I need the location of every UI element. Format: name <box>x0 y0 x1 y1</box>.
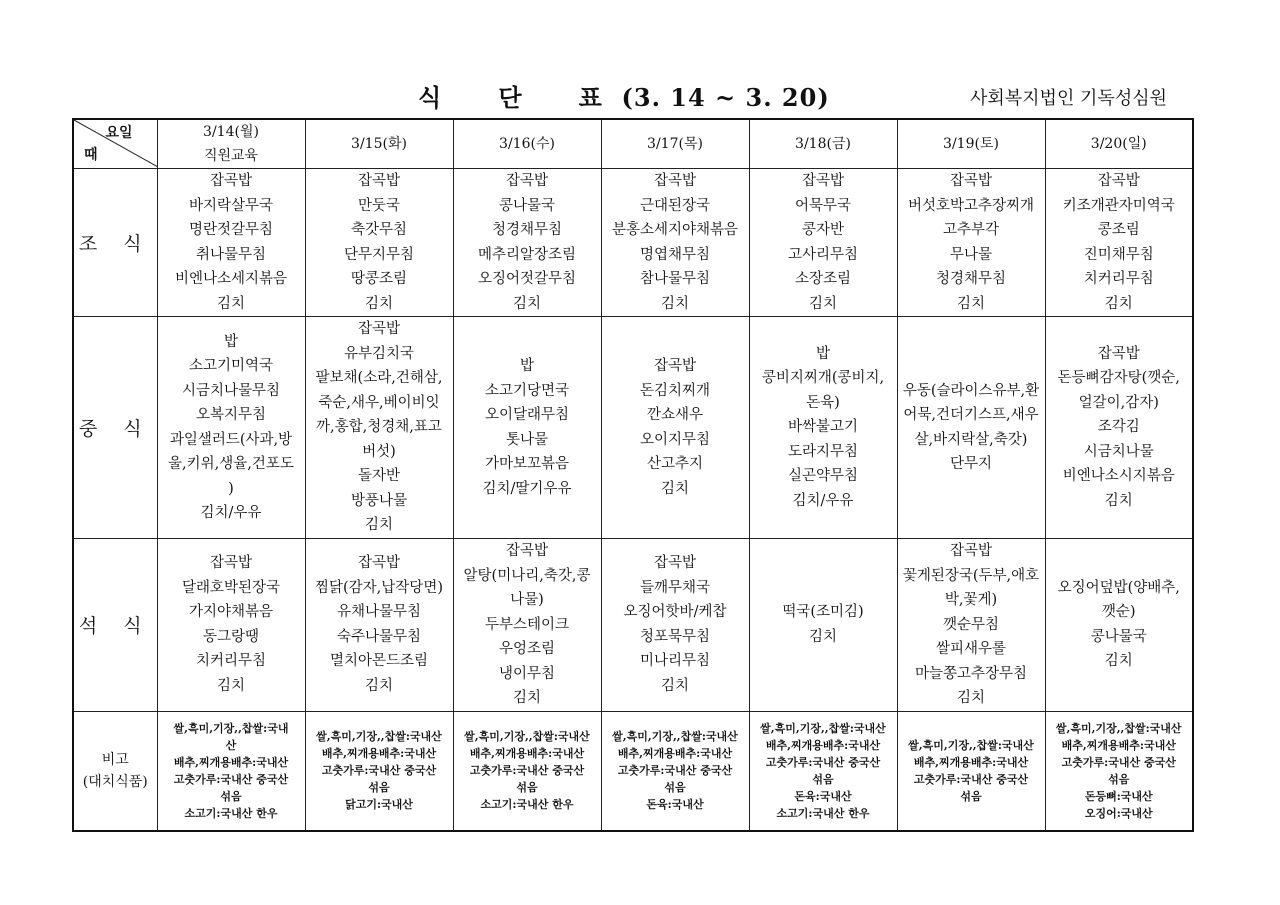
menu-line: 배추,찌개용배추:국내산 <box>1061 738 1176 752</box>
menu-line: 닭고기:국내산 <box>345 798 413 812</box>
menu-line: 직원교육 <box>203 148 259 164</box>
menu-line: 취나물무침 <box>195 246 267 263</box>
menu-line: 산고추지 <box>646 456 704 472</box>
menu-line: 3/16(수) <box>499 136 555 152</box>
menu-line: 만둣국 <box>357 197 401 214</box>
menu-line: 단무지 <box>949 456 993 472</box>
notes-row <box>73 711 1193 831</box>
menu-line: 동그랑땡 <box>202 628 260 645</box>
menu-line: 3/19(토) <box>943 136 999 152</box>
dinner-row <box>73 539 1193 712</box>
menu-line: 김치 <box>512 690 541 706</box>
notes-label <box>73 711 157 831</box>
menu-line: 소고기:국내산 한우 <box>480 798 574 812</box>
menu-line: 김치 <box>364 677 393 694</box>
menu-line: 돈육) <box>806 394 840 411</box>
menu-line: 마늘쫑고추장무침 <box>914 665 1028 682</box>
header-row <box>73 119 1193 169</box>
menu-line: 밥 <box>815 345 830 362</box>
menu-cell <box>157 169 305 317</box>
origin-note-cell <box>453 711 601 831</box>
menu-cell <box>453 539 601 712</box>
menu-line: 김치 <box>808 295 837 312</box>
menu-line: 비고 <box>101 751 129 768</box>
menu-cell <box>897 317 1045 539</box>
organization-name: 사회복지법인 기독성심원 <box>970 88 1167 109</box>
menu-cell <box>1045 317 1193 539</box>
menu-line: 잡곡밥 <box>357 555 401 572</box>
menu-line: 청경채무침 <box>935 271 1007 287</box>
menu-line: 떡국(조미김) <box>782 604 864 621</box>
menu-cell <box>897 169 1045 317</box>
menu-line: 깻순) <box>1101 604 1136 621</box>
menu-line: 버섯) <box>362 443 396 460</box>
menu-line: 잡곡밥 <box>653 555 697 572</box>
menu-cell <box>749 169 897 317</box>
menu-cell <box>897 539 1045 712</box>
menu-line: 돌자반 <box>357 468 401 485</box>
menu-line: 잡곡밥 <box>949 173 993 189</box>
day-header <box>157 119 305 169</box>
menu-line: 단무지무침 <box>343 246 415 263</box>
menu-line: 돈육:국내산 <box>794 789 852 803</box>
menu-line: 3/15(화) <box>351 136 407 152</box>
menu-cell <box>749 539 897 712</box>
menu-cell <box>305 169 453 317</box>
lunch-row <box>73 317 1193 539</box>
origin-note-cell <box>305 711 453 831</box>
page-title: 식 단 표 (3. 14 ~ 3. 20) <box>418 83 830 112</box>
menu-line: 오이달래무침 <box>484 407 570 423</box>
menu-cell <box>601 539 749 712</box>
menu-line: 3/20(일) <box>1090 136 1147 152</box>
menu-line: 섞음 <box>960 789 982 803</box>
menu-line: 김치 <box>808 628 837 645</box>
menu-line: 참나물무침 <box>639 271 711 287</box>
meal-label: 조 식 <box>73 169 157 317</box>
corner-cell <box>73 119 157 169</box>
menu-line: 김치 <box>660 480 689 497</box>
menu-line: 쌀,흑미,기장,,찹쌀:국내산 <box>464 730 590 744</box>
menu-line: 쌀,흑미,기장,,찹쌀:국내산 <box>316 730 442 744</box>
menu-line: 고춧가루:국내산 중국산 <box>469 764 585 778</box>
menu-line: 메추리알장조림 <box>477 246 577 263</box>
menu-line: 어묵무국 <box>794 197 852 214</box>
menu-line: 바지락살무국 <box>188 197 274 214</box>
menu-cell <box>453 169 601 317</box>
menu-line: 밥 <box>223 333 238 350</box>
menu-line: 쌀,흑미,기장,,찹쌀:국내산 <box>908 738 1034 752</box>
menu-line: 명엽채무침 <box>639 246 711 263</box>
menu-line: 두부스테이크 <box>484 616 570 633</box>
menu-line: 꽃게된장국(두부,애호 <box>902 567 1040 584</box>
menu-line: 잡곡밥 <box>653 358 697 374</box>
menu-line: 콩나물국 <box>1090 628 1147 645</box>
menu-line: 잡곡밥 <box>1097 173 1140 189</box>
menu-line: 숙주나물무침 <box>336 628 422 645</box>
menu-line: 3/14(월) <box>203 124 259 140</box>
menu-line: 소장조림 <box>794 271 852 287</box>
menu-line: 청경채무침 <box>491 222 563 238</box>
menu-line: 명란젓갈무침 <box>188 222 274 238</box>
menu-line: 고춧가루:국내산 중국산 <box>321 764 437 778</box>
menu-line: 잡곡밥 <box>505 173 549 189</box>
menu-line: 배추,찌개용배추:국내산 <box>913 755 1029 769</box>
day-header <box>305 119 453 169</box>
menu-line: 나물) <box>510 592 544 608</box>
menu-line: 유채나물무침 <box>336 604 422 621</box>
menu-line: 죽순,새우,베이비잇 <box>318 394 440 411</box>
menu-line: 비엔나소세지볶음 <box>174 271 288 287</box>
menu-line: 박,꽃게) <box>944 592 998 608</box>
menu-line: 방풍나물 <box>350 492 408 509</box>
menu-line: 섞음 <box>368 781 390 795</box>
menu-line: 무나물 <box>949 246 993 263</box>
menu-line: 김치 <box>216 677 245 694</box>
menu-line: 돈육:국내산 <box>646 798 704 812</box>
day-header <box>1045 119 1193 169</box>
menu-line: 땅콩조림 <box>350 271 408 287</box>
menu-line: 김치 <box>512 295 541 312</box>
menu-line: 잡곡밥 <box>357 321 401 338</box>
menu-line: 오이지무침 <box>639 431 711 448</box>
menu-cell <box>601 169 749 317</box>
menu-line: 가마보꼬볶음 <box>484 456 570 472</box>
menu-line: 쌀,흑미,기장,,찹쌀:국내산 <box>612 730 738 744</box>
menu-line: 고춧가루:국내산 중국산 <box>913 772 1029 786</box>
menu-line: 고춧가루:국내산 중국산 <box>1061 755 1176 769</box>
menu-line: 고춧가루:국내산 중국산 <box>173 772 289 786</box>
menu-line: ) <box>228 480 234 497</box>
menu-line: 키조개관자미역국 <box>1062 197 1175 214</box>
day-header <box>897 119 1045 169</box>
menu-line: 3/18(금) <box>795 136 851 152</box>
menu-line: 가지야채볶음 <box>188 604 274 621</box>
menu-line: 바싹불고기 <box>787 419 859 436</box>
menu-line: 밥 <box>519 358 534 374</box>
menu-line: 김치 <box>216 295 245 312</box>
menu-line: 까,홍합,청경채,표고 <box>316 419 442 436</box>
origin-note-cell <box>601 711 749 831</box>
menu-line: 소고기당면국 <box>484 382 570 399</box>
corner-meal-label: 때 <box>84 147 98 163</box>
menu-cell <box>305 317 453 539</box>
menu-line: 돈등뼈:국내산 <box>1084 789 1153 803</box>
menu-line: 쌀,흑미,기장,,찹쌀:국내산 <box>1055 721 1182 735</box>
menu-line: 미나리무침 <box>639 653 711 670</box>
menu-cell <box>157 317 305 539</box>
menu-line: 배추,찌개용배추:국내산 <box>765 738 881 752</box>
menu-line: 쌀피새우롤 <box>935 641 1007 657</box>
menu-line: 섞음 <box>220 789 242 803</box>
menu-line: 조각김 <box>1097 419 1140 436</box>
menu-line: 잡곡밥 <box>801 173 845 189</box>
corner-day-label: 요일 <box>105 125 133 141</box>
menu-line: 배추,찌개용배추:국내산 <box>469 747 585 761</box>
menu-line: 잡곡밥 <box>209 173 253 189</box>
menu-cell <box>453 317 601 539</box>
menu-line: 배추,찌개용배추:국내산 <box>617 747 733 761</box>
meal-label: 중 식 <box>73 317 157 539</box>
menu-line: 잡곡밥 <box>949 543 993 559</box>
menu-line: 고사리무침 <box>787 246 859 263</box>
menu-line: 톳나물 <box>505 431 549 448</box>
menu-line: 냉이무침 <box>498 665 556 682</box>
menu-line: 어묵,건더기스프,새우 <box>903 407 1039 423</box>
menu-line: 콩비지찌개(콩비지, <box>761 370 885 387</box>
menu-line: 우엉조림 <box>498 641 556 657</box>
menu-line: 섞음 <box>812 772 834 786</box>
menu-line: 김치 <box>660 677 689 694</box>
menu-line: 깻순무침 <box>942 616 1000 633</box>
day-header <box>749 119 897 169</box>
menu-line: 잡곡밥 <box>653 173 697 189</box>
menu-line: 김치 <box>364 295 393 312</box>
menu-line: 오징어젓갈무침 <box>477 271 577 287</box>
day-header <box>601 119 749 169</box>
menu-line: 김치 <box>1104 653 1133 670</box>
origin-note-cell <box>749 711 897 831</box>
menu-line: 김치 <box>1104 295 1133 312</box>
menu-line: 김치/우유 <box>200 505 262 521</box>
menu-line: (대치식품) <box>82 773 148 790</box>
menu-line: 깐쇼새우 <box>646 407 704 423</box>
menu-line: 소고기:국내산 한우 <box>184 806 278 820</box>
menu-table <box>72 118 1194 832</box>
menu-line: 김치 <box>1104 492 1133 509</box>
menu-line: 잡곡밥 <box>209 555 253 572</box>
menu-line: 잡곡밥 <box>357 173 401 189</box>
menu-line: 팔보채(소라,건해삼, <box>315 370 443 387</box>
menu-line: 잡곡밥 <box>1097 345 1140 362</box>
menu-line: 김치 <box>956 690 985 706</box>
menu-line: 콩조림 <box>1097 222 1140 238</box>
menu-line: 돈등뼈감자탕(깻순, <box>1057 370 1180 387</box>
menu-line: 김치 <box>956 295 985 312</box>
menu-line: 오징어덮밥(양배추, <box>1057 579 1180 596</box>
menu-line: 김치/딸기우유 <box>482 480 572 497</box>
menu-line: 김치 <box>660 295 689 312</box>
meal-label: 석 식 <box>73 539 157 712</box>
menu-line: 오징어핫바/케찹 <box>623 604 727 621</box>
menu-line: 섞음 <box>1108 772 1130 786</box>
menu-line: 치커리무침 <box>1083 271 1154 287</box>
menu-line: 고춧가루:국내산 중국산 <box>617 764 733 778</box>
menu-line: 콩자반 <box>801 222 845 238</box>
menu-line: 살,바지락살,축갓) <box>914 431 1028 448</box>
menu-line: 실곤약무침 <box>787 468 859 485</box>
breakfast-row <box>73 169 1193 317</box>
menu-line: 우동(슬라이스유부,환 <box>902 382 1040 399</box>
menu-line: 진미채무침 <box>1083 246 1154 263</box>
menu-line: 울,키위,생율,건포도 <box>168 456 294 472</box>
menu-cell <box>1045 539 1193 712</box>
origin-note-cell <box>897 711 1045 831</box>
menu-cell <box>601 317 749 539</box>
menu-line: 멸치아몬드조림 <box>329 653 429 670</box>
menu-line: 소고기:국내산 한우 <box>776 806 870 820</box>
menu-line: 들깨무채국 <box>639 579 711 596</box>
menu-line: 쌀,흑미,기장,,찹쌀:국내산 <box>760 721 886 735</box>
menu-line: 고춧가루:국내산 중국산 <box>765 755 881 769</box>
menu-cell <box>1045 169 1193 317</box>
menu-line: 고추부각 <box>942 222 1000 238</box>
menu-line: 섞음 <box>664 781 686 795</box>
menu-line: 시금치나물 <box>1083 443 1154 460</box>
menu-line: 김치 <box>364 517 393 534</box>
menu-line: 분홍소세지야채볶음 <box>611 222 739 238</box>
menu-line: 소고기미역국 <box>188 358 274 374</box>
menu-line: 도라지무침 <box>787 443 859 460</box>
menu-line: 배추,찌개용배추:국내산 <box>321 747 437 761</box>
menu-line: 치커리무침 <box>195 653 267 670</box>
menu-line: 잡곡밥 <box>505 543 549 559</box>
menu-line: 배추,찌개용배추:국내산 <box>173 755 289 769</box>
menu-line: 과일샐러드(사과,방 <box>169 431 293 448</box>
menu-line: 오복지무침 <box>195 407 267 423</box>
origin-note-cell <box>157 711 305 831</box>
menu-cell <box>157 539 305 712</box>
menu-line: 얼갈이,감자) <box>1078 394 1159 411</box>
menu-line: 알탕(미나리,축갓,콩 <box>463 567 591 584</box>
day-header <box>453 119 601 169</box>
menu-line: 비엔나소시지볶음 <box>1062 468 1175 485</box>
menu-line: 청포묵무침 <box>639 628 711 645</box>
menu-line: 버섯호박고추장찌개 <box>907 197 1035 214</box>
menu-line: 찜닭(감자,납작당면) <box>315 579 443 596</box>
menu-cell <box>305 539 453 712</box>
menu-line: 3/17(목) <box>647 136 703 152</box>
menu-line: 유부김치국 <box>343 345 415 362</box>
origin-note-cell <box>1045 711 1193 831</box>
menu-line: 축갓무침 <box>350 222 408 238</box>
menu-line: 달래호박된장국 <box>181 579 281 596</box>
menu-line: 콩나물국 <box>498 197 556 214</box>
menu-line: 시금치나물무침 <box>181 382 281 399</box>
menu-line: 산 <box>225 738 237 752</box>
menu-line: 오징어:국내산 <box>1084 806 1153 820</box>
menu-line: 김치/우유 <box>792 492 854 509</box>
menu-line: 근대된장국 <box>639 197 711 214</box>
menu-cell <box>749 317 897 539</box>
menu-line: 돈김치찌개 <box>639 382 711 399</box>
menu-line: 쌀,흑미,기장,,찹쌀:국내 <box>173 721 289 735</box>
menu-line: 섞음 <box>516 781 538 795</box>
